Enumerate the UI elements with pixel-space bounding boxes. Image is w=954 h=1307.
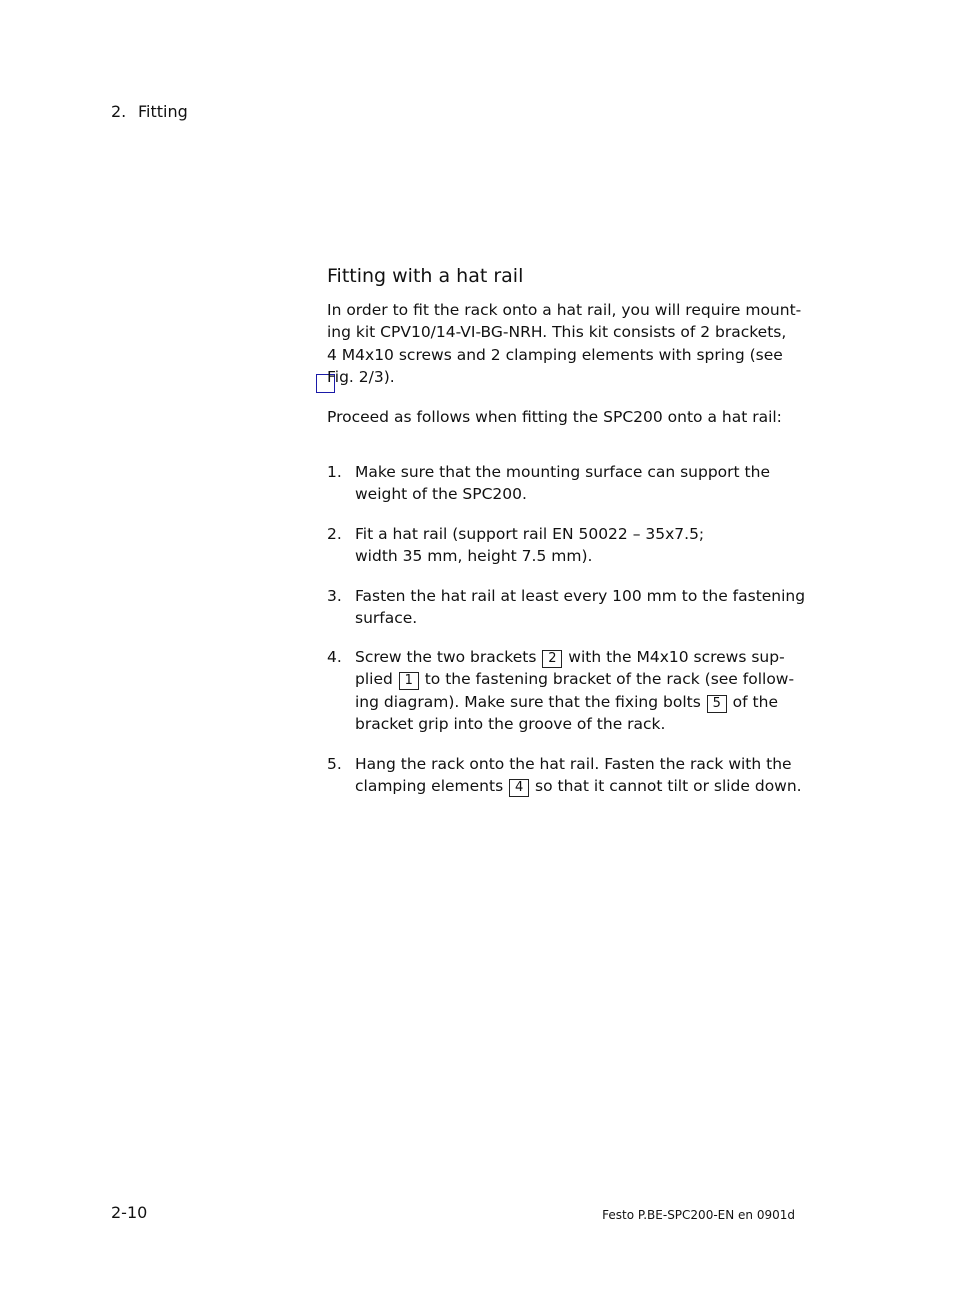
- section-title: Fitting with a hat rail: [327, 265, 524, 287]
- step-1: [327, 461, 797, 506]
- step-2: [327, 523, 797, 568]
- step-number: 5.: [327, 755, 342, 773]
- step-text: [355, 523, 797, 568]
- chapter-title: Fitting: [138, 102, 188, 121]
- document-reference: Festo P.BE-SPC200-EN en 0901d: [602, 1208, 795, 1222]
- step-text-run: to the fastening bracket of the rack (see follow-: [424, 670, 795, 689]
- step-number: 1.: [327, 463, 342, 481]
- running-head: [111, 101, 188, 123]
- step-line: [355, 775, 802, 797]
- callout-ref-2: 2: [542, 650, 562, 668]
- step-text-run: clamping elements: [355, 777, 504, 796]
- step-number: 2.: [327, 525, 342, 543]
- step-text-run: plied: [355, 670, 393, 689]
- intro-line: 4 M4x10 screws and 2 clamping elements with spring (see: [327, 345, 783, 364]
- step-text-run: of the: [732, 692, 778, 711]
- step-line: Fit a hat rail (support rail EN 50022 – 35x7.5;: [355, 525, 705, 543]
- step-text-run: ing diagram). Make sure that the fixing bolts: [355, 692, 701, 711]
- step-line: bracket grip into the groove of the rack.: [355, 715, 666, 734]
- step-line: Hang the rack onto the hat rail. Fasten the rack with the: [355, 755, 792, 773]
- intro-line: Fig. 2/3).: [327, 368, 395, 387]
- step-text: [355, 461, 797, 506]
- callout-ref-1: 1: [399, 672, 419, 690]
- lead-in-paragraph: [327, 406, 797, 428]
- step-line: Fasten the hat rail at least every 100 mm to the fastening: [355, 587, 806, 605]
- callout-ref-4: 4: [509, 779, 529, 797]
- step-5: [327, 753, 802, 798]
- chapter-number: 2.: [111, 102, 127, 121]
- step-4: [327, 646, 797, 736]
- step-line: [355, 646, 797, 668]
- step-line: width 35 mm, height 7.5 mm).: [355, 547, 593, 566]
- step-text-run: with the M4x10 screws sup-: [568, 648, 785, 666]
- step-text-run: so that it cannot tilt or slide down.: [535, 777, 802, 796]
- step-text: [355, 753, 802, 798]
- step-line: [355, 691, 797, 713]
- step-3: [327, 585, 806, 630]
- step-line: Make sure that the mounting surface can support the: [355, 463, 770, 481]
- step-line: weight of the SPC200.: [355, 485, 527, 504]
- step-text: [355, 646, 797, 736]
- page-number: 2-10: [111, 1203, 148, 1222]
- step-text-run: Screw the two brackets: [355, 648, 537, 666]
- step-number: 3.: [327, 587, 342, 605]
- callout-ref-5: 5: [707, 695, 727, 713]
- step-number: 4.: [327, 648, 342, 666]
- step-line: surface.: [355, 609, 418, 628]
- intro-line: In order to fit the rack onto a hat rail, you will require mount-: [327, 301, 802, 319]
- intro-line: ing kit CPV10/14-VI-BG-NRH. This kit consists of 2 brackets,: [327, 323, 787, 342]
- lead-in-text: Proceed as follows when fitting the SPC200 onto a hat rail:: [327, 408, 782, 426]
- intro-paragraph: [327, 299, 802, 389]
- step-line: [355, 668, 797, 690]
- step-text: [355, 585, 806, 630]
